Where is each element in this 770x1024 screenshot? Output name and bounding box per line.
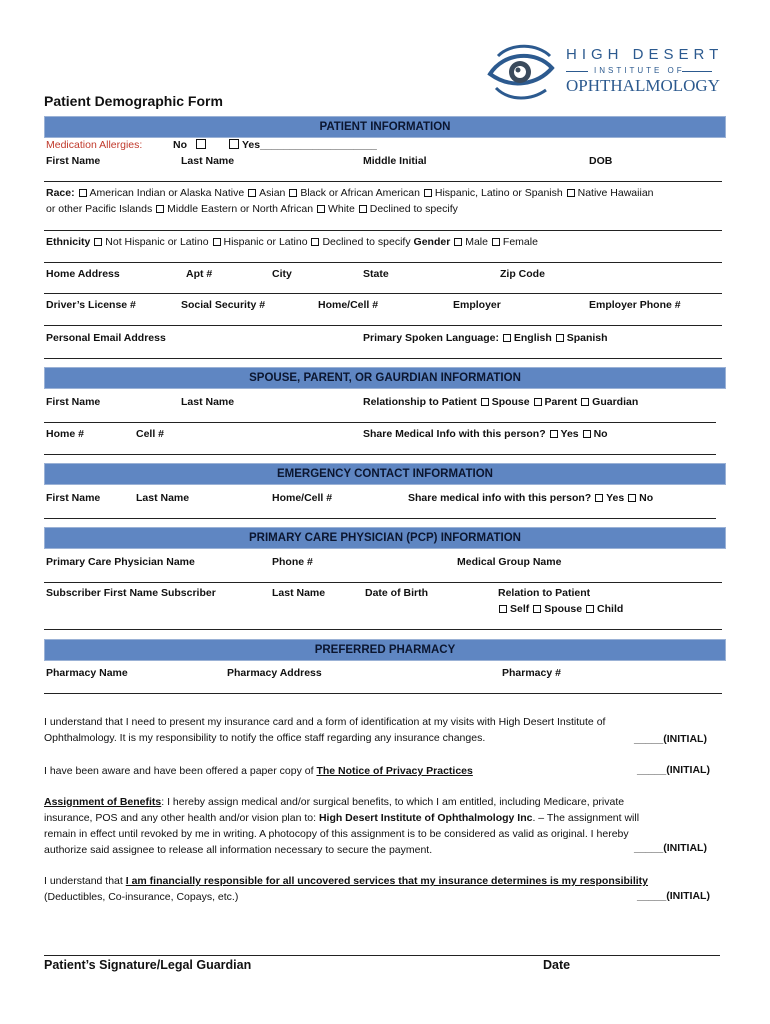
subscriber-last-name-label: Last Name bbox=[272, 587, 326, 599]
financial-line-1 bbox=[44, 873, 716, 889]
guardian-share-yes-checkbox[interactable] bbox=[550, 430, 558, 438]
financial-responsibility-statement bbox=[44, 873, 716, 905]
signature-line[interactable] bbox=[44, 955, 720, 956]
financial-bold-text: I am financially responsible for all uncovered services that my insurance determines is my responsibility bbox=[125, 875, 649, 887]
emergency-share-yes-checkbox[interactable] bbox=[595, 494, 603, 502]
relation-option-child: Child bbox=[597, 603, 624, 615]
section-preferred-pharmacy: PREFERRED PHARMACY bbox=[44, 639, 726, 661]
language-label: Primary Spoken Language: bbox=[363, 332, 499, 344]
guardian-cell-label: Cell # bbox=[136, 428, 165, 440]
privacy-initial-field[interactable]: _____(INITIAL) bbox=[637, 764, 710, 776]
race-checkbox-5[interactable] bbox=[567, 189, 575, 197]
ethnicity-checkbox-1[interactable] bbox=[94, 238, 102, 246]
emergency-share-no-checkbox[interactable] bbox=[628, 494, 636, 502]
insurance-card-statement bbox=[44, 714, 716, 746]
email-label: Personal Email Address bbox=[46, 332, 166, 344]
benefits-text-1: : I hereby assign medical and/or surgical benefits, to which I am entitled, including Medicare, private bbox=[161, 796, 625, 808]
subscriber-relation-label: Relation to Patient bbox=[498, 587, 591, 599]
gender-label: Gender bbox=[413, 236, 451, 248]
race-checkbox-7[interactable] bbox=[317, 205, 325, 213]
date-label: Date bbox=[543, 958, 571, 972]
email-line[interactable] bbox=[44, 358, 722, 359]
relationship-checkbox-guardian[interactable] bbox=[581, 398, 589, 406]
guardian-relationship-row bbox=[363, 396, 638, 409]
emergency-share-label: Share medical info with this person? bbox=[408, 492, 592, 504]
emergency-line[interactable] bbox=[44, 518, 716, 519]
race-checkbox-8[interactable] bbox=[359, 205, 367, 213]
relation-checkbox-self[interactable] bbox=[499, 605, 507, 613]
address-line[interactable] bbox=[44, 293, 722, 294]
pcp-phone-label: Phone # bbox=[272, 556, 313, 568]
relation-checkbox-child[interactable] bbox=[586, 605, 594, 613]
home-address-label: Home Address bbox=[46, 268, 120, 280]
insurance-statement-line-2: Ophthalmology. It is my responsibility to notify the office staff regarding any insurance changes. bbox=[44, 732, 486, 744]
drivers-license-label: Driver’s License # bbox=[46, 299, 136, 311]
allergies-yes-checkbox[interactable] bbox=[229, 139, 239, 149]
guardian-home-label: Home # bbox=[46, 428, 84, 440]
guardian-relationship-label: Relationship to Patient bbox=[363, 396, 477, 408]
pcp-group-label: Medical Group Name bbox=[457, 556, 562, 568]
logo bbox=[486, 38, 726, 108]
home-cell-label: Home/Cell # bbox=[318, 299, 379, 311]
privacy-practices-link[interactable]: The Notice of Privacy Practices bbox=[316, 765, 473, 777]
emergency-share-yes: Yes bbox=[606, 492, 625, 504]
relation-option-self: Self bbox=[510, 603, 530, 615]
benefits-line-1 bbox=[44, 794, 716, 810]
language-checkbox-spanish[interactable] bbox=[556, 334, 564, 342]
section-patient-information: PATIENT INFORMATION bbox=[44, 116, 726, 138]
ethnicity-label: Ethnicity bbox=[46, 236, 91, 248]
ethnicity-option-1: Not Hispanic or Latino bbox=[105, 236, 209, 248]
emergency-last-name-label: Last Name bbox=[136, 492, 190, 504]
dob-label: DOB bbox=[589, 155, 613, 167]
ethnicity-row bbox=[46, 236, 538, 249]
allergies-no-checkbox[interactable] bbox=[196, 139, 206, 149]
insurance-statement-line-1: I understand that I need to present my insurance card and a form of identification at my visits with High Desert Institute of bbox=[44, 716, 606, 728]
subscriber-dob-label: Date of Birth bbox=[365, 587, 428, 599]
financial-initial-field[interactable]: _____(INITIAL) bbox=[637, 890, 710, 902]
race-option-8: Declined to specify bbox=[369, 203, 458, 215]
apt-label: Apt # bbox=[186, 268, 213, 280]
allergies-no-label: No bbox=[173, 139, 187, 151]
benefits-line-4: authorize said assignee to release all information necessary to secure the payment. bbox=[44, 844, 433, 856]
pharmacy-line[interactable] bbox=[44, 693, 722, 694]
race-option-1: American Indian or Alaska Native bbox=[89, 187, 245, 199]
signature-label: Patient’s Signature/Legal Guardian bbox=[44, 958, 252, 972]
subscriber-first-label: Subscriber First Name Subscriber bbox=[46, 587, 216, 599]
guardian-share-no-checkbox[interactable] bbox=[583, 430, 591, 438]
race-row-1 bbox=[46, 187, 654, 200]
benefits-institute-name: High Desert Institute of Ophthalmology Inc bbox=[318, 812, 533, 824]
privacy-statement-text: I have been aware and have been offered a paper copy of bbox=[44, 765, 314, 777]
ethnicity-option-2: Hispanic or Latino bbox=[223, 236, 308, 248]
race-row-2 bbox=[46, 203, 458, 216]
pcp-line[interactable] bbox=[44, 582, 722, 583]
zip-label: Zip Code bbox=[500, 268, 545, 280]
middle-initial-label: Middle Initial bbox=[363, 155, 427, 167]
logo-line3: OPHTHALMOLOGY bbox=[566, 76, 720, 95]
relationship-option-parent: Parent bbox=[544, 396, 578, 408]
subscriber-line[interactable] bbox=[44, 629, 722, 630]
privacy-statement bbox=[44, 763, 716, 779]
race-option-3: Black or African American bbox=[300, 187, 420, 199]
emergency-share-row bbox=[408, 492, 653, 505]
guardian-share-label: Share Medical Info with this person? bbox=[363, 428, 546, 440]
logo-line1: HIGH DESERT bbox=[566, 46, 724, 63]
eye-logo-icon bbox=[486, 38, 558, 106]
guardian-share-no: No bbox=[593, 428, 608, 440]
medication-allergies-label: Medication Allergies: bbox=[46, 139, 143, 151]
guardian-last-name-label: Last Name bbox=[181, 396, 235, 408]
relation-option-spouse: Spouse bbox=[544, 603, 583, 615]
race-checkbox-6[interactable] bbox=[156, 205, 164, 213]
ssn-label: Social Security # bbox=[181, 299, 266, 311]
race-option-7: White bbox=[327, 203, 355, 215]
race-line bbox=[44, 230, 722, 231]
pharmacy-name-label: Pharmacy Name bbox=[46, 667, 128, 679]
language-row bbox=[363, 332, 608, 345]
allergies-yes-label: Yes____________________ bbox=[242, 139, 377, 151]
employer-label: Employer bbox=[453, 299, 501, 311]
subscriber-relation-options bbox=[498, 603, 623, 616]
benefits-initial-field[interactable]: _____(INITIAL) bbox=[634, 842, 707, 854]
benefits-line-2 bbox=[44, 810, 716, 826]
insurance-initial-field[interactable]: _____(INITIAL) bbox=[634, 733, 707, 745]
pharmacy-phone-label: Pharmacy # bbox=[502, 667, 561, 679]
relation-checkbox-spouse[interactable] bbox=[533, 605, 541, 613]
emergency-share-no: No bbox=[639, 492, 654, 504]
relationship-checkbox-spouse[interactable] bbox=[481, 398, 489, 406]
language-option-spanish: Spanish bbox=[566, 332, 608, 344]
benefits-heading: Assignment of Benefits bbox=[44, 796, 162, 808]
name-line[interactable] bbox=[44, 181, 722, 182]
benefits-text-2a: insurance, POS and any other health and/or vision plan to: bbox=[44, 812, 317, 824]
race-option-5b: or other Pacific Islands bbox=[46, 203, 153, 215]
financial-line-2: (Deductibles, Co-insurance, Copays, etc.) bbox=[44, 891, 239, 903]
language-checkbox-english[interactable] bbox=[503, 334, 511, 342]
section-pcp-information: PRIMARY CARE PHYSICIAN (PCP) INFORMATION bbox=[44, 527, 726, 549]
allergies-no-option[interactable] bbox=[173, 139, 209, 152]
guardian-share-yes: Yes bbox=[560, 428, 579, 440]
assignment-of-benefits bbox=[44, 794, 716, 858]
guardian-share-row bbox=[363, 428, 608, 441]
ethnicity-checkbox-3[interactable] bbox=[311, 238, 319, 246]
first-name-label: First Name bbox=[46, 155, 101, 167]
logo-rule-left bbox=[566, 71, 588, 72]
financial-text: I understand that bbox=[44, 875, 123, 887]
race-option-5: Native Hawaiian bbox=[577, 187, 654, 199]
guardian-phone-line[interactable] bbox=[44, 454, 716, 455]
city-label: City bbox=[272, 268, 292, 280]
benefits-line-3: remain in effect until revoked by me in writing. A photocopy of this assignment is to be considered as valid as original. I hereby bbox=[44, 828, 629, 840]
last-name-label: Last Name bbox=[181, 155, 235, 167]
form-title: Patient Demographic Form bbox=[44, 93, 223, 109]
race-checkbox-4[interactable] bbox=[424, 189, 432, 197]
guardian-name-line[interactable] bbox=[44, 422, 716, 423]
license-line[interactable] bbox=[44, 325, 722, 326]
race-checkbox-3[interactable] bbox=[289, 189, 297, 197]
guardian-first-name-label: First Name bbox=[46, 396, 101, 408]
logo-line2: INSTITUTE OF bbox=[594, 66, 685, 75]
language-option-english: English bbox=[513, 332, 552, 344]
ethnicity-line bbox=[44, 262, 722, 263]
employer-phone-label: Employer Phone # bbox=[589, 299, 681, 311]
relationship-option-guardian: Guardian bbox=[592, 396, 639, 408]
pharmacy-address-label: Pharmacy Address bbox=[227, 667, 322, 679]
ethnicity-option-3: Declined to specify bbox=[322, 236, 411, 248]
gender-option-male: Male bbox=[465, 236, 488, 248]
pcp-name-label: Primary Care Physician Name bbox=[46, 556, 195, 568]
race-option-4: Hispanic, Latino or Spanish bbox=[434, 187, 563, 199]
race-label: Race: bbox=[46, 187, 75, 199]
gender-checkbox-female[interactable] bbox=[492, 238, 500, 246]
logo-rule-right bbox=[682, 71, 712, 72]
benefits-text-2c: . – The assignment will bbox=[532, 812, 640, 824]
state-label: State bbox=[363, 268, 389, 280]
race-option-2: Asian bbox=[259, 187, 286, 199]
emergency-home-cell-label: Home/Cell # bbox=[272, 492, 333, 504]
race-option-6: Middle Eastern or North African bbox=[167, 203, 314, 215]
gender-checkbox-male[interactable] bbox=[454, 238, 462, 246]
race-checkbox-1[interactable] bbox=[79, 189, 87, 197]
ethnicity-checkbox-2[interactable] bbox=[213, 238, 221, 246]
section-emergency-contact: EMERGENCY CONTACT INFORMATION bbox=[44, 463, 726, 485]
race-checkbox-2[interactable] bbox=[248, 189, 256, 197]
relationship-option-spouse: Spouse bbox=[491, 396, 530, 408]
allergies-yes-option[interactable] bbox=[228, 139, 377, 152]
gender-option-female: Female bbox=[502, 236, 538, 248]
emergency-first-name-label: First Name bbox=[46, 492, 101, 504]
section-guardian-information: SPOUSE, PARENT, OR GAURDIAN INFORMATION bbox=[44, 367, 726, 389]
relationship-checkbox-parent[interactable] bbox=[534, 398, 542, 406]
